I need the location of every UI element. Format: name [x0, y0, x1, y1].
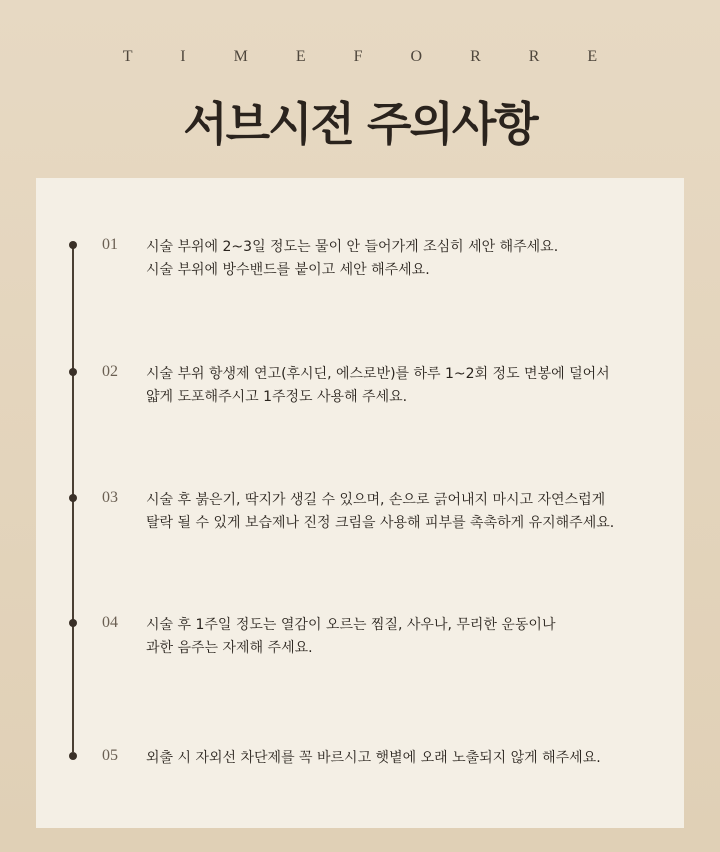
- item-text-line: 시술 부위에 2~3일 정도는 물이 안 들어가게 조심히 세안 해주세요.: [146, 239, 559, 255]
- item-text: [146, 363, 666, 409]
- item-number: 05: [102, 747, 118, 764]
- timeline-dot: [69, 241, 77, 249]
- brand-name: T I M E F O R R E: [122, 48, 620, 65]
- item-number: 01: [102, 236, 118, 253]
- item-text-line: 시술 후 붉은기, 딱지가 생길 수 있으며, 손으로 긁어내지 마시고 자연스럽게: [146, 492, 606, 508]
- item-text-line: 시술 부위 항생제 연고(후시딘, 에스로반)를 하루 1~2회 정도 면봉에 덜어서: [146, 366, 610, 382]
- timeline-dot: [69, 368, 77, 376]
- notice-card: [36, 178, 684, 828]
- timeline-dot: [69, 619, 77, 627]
- item-text-line: 과한 음주는 자제해 주세요.: [146, 640, 313, 656]
- item-text-line: 얇게 도포해주시고 1주정도 사용해 주세요.: [146, 389, 408, 405]
- item-text: [146, 236, 666, 282]
- item-text-line: 시술 후 1주일 정도는 열감이 오르는 찜질, 사우나, 무리한 운동이나: [146, 617, 556, 633]
- page-title: 서브시전 주의사항: [183, 97, 537, 151]
- item-number: 02: [102, 363, 118, 380]
- item-text: [146, 614, 666, 660]
- timeline-dot: [69, 494, 77, 502]
- item-number: 04: [102, 614, 118, 631]
- item-text-line: 탈락 될 수 있게 보습제나 진정 크림을 사용해 피부를 촉촉하게 유지해주세요.: [146, 515, 615, 531]
- item-number: 03: [102, 489, 118, 506]
- item-text: [146, 747, 666, 770]
- item-text-line: 시술 부위에 방수밴드를 붙이고 세안 해주세요.: [146, 262, 430, 278]
- timeline-dot: [69, 752, 77, 760]
- item-text-line: 외출 시 자외선 차단제를 꼭 바르시고 햇볕에 오래 노출되지 않게 해주세요.: [146, 750, 601, 766]
- item-text: [146, 489, 666, 535]
